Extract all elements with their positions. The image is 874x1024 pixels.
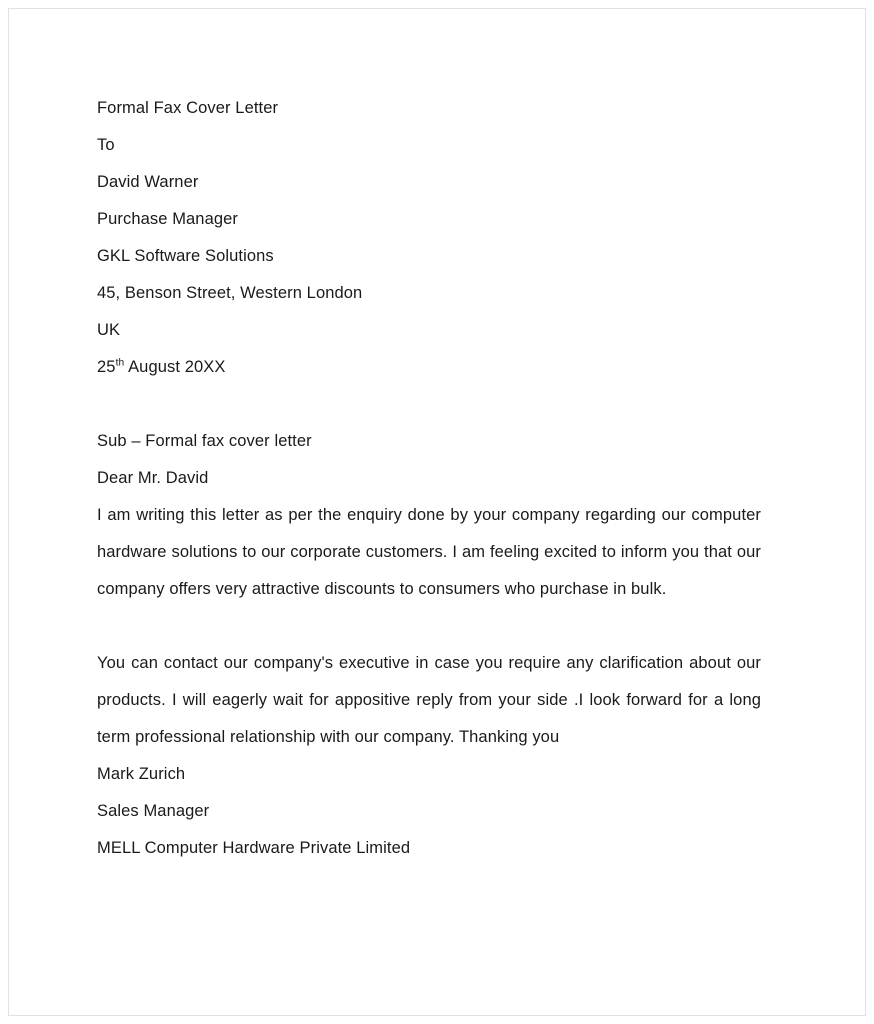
header-body-spacer	[97, 386, 761, 423]
recipient-street: 45, Benson Street, Western London	[97, 284, 363, 302]
recipient-country: UK	[97, 321, 121, 339]
body-paragraph-2: You can contact our company's executive in case you require any clarification about our products. I will eagerly wait for appositive reply from your side .I look forward for a long term professional relationship with our company. Thanking you	[97, 654, 761, 746]
salutation: Dear Mr. David	[97, 469, 209, 487]
recipient-name: David Warner	[97, 173, 199, 191]
recipient-title: Purchase Manager	[97, 210, 239, 228]
subject-line: Sub – Formal fax cover letter	[97, 432, 312, 450]
letter-header-block	[97, 90, 761, 386]
date-day: 25	[97, 358, 116, 376]
letter-body	[97, 90, 761, 867]
date-ordinal-suffix: th	[115, 357, 125, 369]
signature-block	[97, 756, 761, 867]
sender-name: Mark Zurich	[97, 765, 186, 783]
recipient-company: GKL Software Solutions	[97, 247, 274, 265]
sender-title: Sales Manager	[97, 802, 210, 820]
letter-date	[97, 349, 761, 386]
paragraph-spacer	[97, 608, 761, 645]
to-label: To	[97, 136, 115, 154]
body-paragraph-1: I am writing this letter as per the enquiry done by your company regarding our computer hardware solutions to our corporate customers. I am feeling excited to inform you that our company offers very attractive discounts to consumers who purchase in bulk.	[97, 506, 761, 598]
document-title: Formal Fax Cover Letter	[97, 99, 279, 117]
sender-company: MELL Computer Hardware Private Limited	[97, 839, 411, 857]
date-rest: August 20XX	[124, 358, 226, 376]
